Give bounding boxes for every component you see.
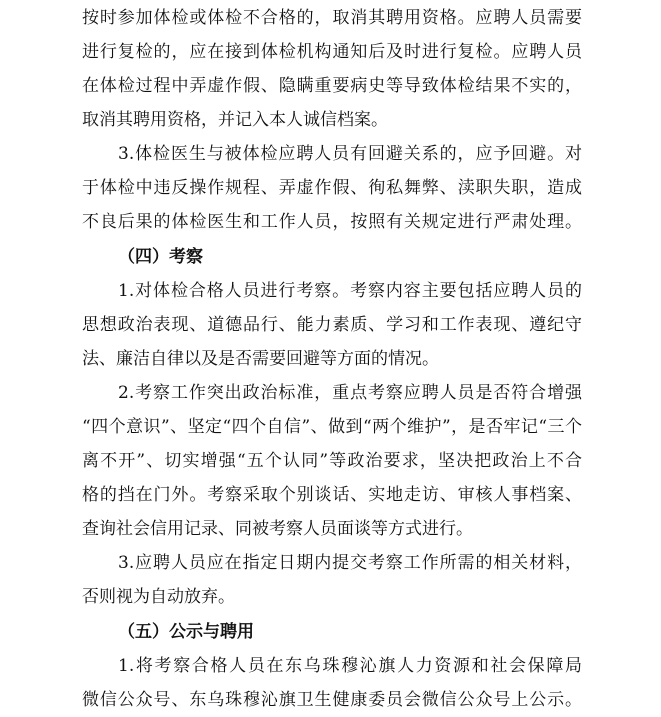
paragraph-line: 离不开”、切实增强“五个认同”等政治要求，坚决把政治上不合 bbox=[82, 451, 582, 471]
paragraph-line: 法、廉洁自律以及是否需要回避等方面的情况。 bbox=[82, 349, 439, 369]
paragraph-line: 1.对体检合格人员进行考察。考察内容主要包括应聘人员的 bbox=[118, 281, 582, 301]
paragraph-line: 在体检过程中弄虚作假、隐瞒重要病史等导致体检结果不实的， bbox=[82, 76, 582, 96]
paragraph-line: 否则视为自动放弃。 bbox=[82, 587, 235, 607]
paragraph-line: 3.应聘人员应在指定日期内提交考察工作所需的相关材料， bbox=[118, 553, 582, 573]
section-heading-publicity: （五）公示与聘用 bbox=[118, 622, 254, 642]
paragraph-line: 微信公众号、东乌珠穆沁旗卫生健康委员会微信公众号上公示。 bbox=[82, 690, 582, 710]
section-heading-inspection: （四）考察 bbox=[118, 247, 203, 267]
paragraph-line: “四个意识”、坚定“四个自信”、做到“两个维护”，是否牢记“三个 bbox=[82, 417, 582, 437]
paragraph-line: 思想政治表现、道德品行、能力素质、学习和工作表现、遵纪守 bbox=[82, 315, 582, 335]
paragraph-line: 2.考察工作突出政治标准，重点考察应聘人员是否符合增强 bbox=[118, 383, 582, 403]
paragraph-line: 1.将考察合格人员在东乌珠穆沁旗人力资源和社会保障局 bbox=[118, 656, 582, 676]
paragraph-line: 查询社会信用记录、同被考察人员面谈等方式进行。 bbox=[82, 519, 473, 539]
paragraph-line: 取消其聘用资格，并记入本人诚信档案。 bbox=[82, 110, 388, 130]
paragraph-line: 格的挡在门外。考察采取个别谈话、实地走访、审核人事档案、 bbox=[82, 485, 582, 505]
paragraph-line: 不良后果的体检医生和工作人员，按照有关规定进行严肃处理。 bbox=[82, 212, 582, 232]
paragraph-line: 进行复检的，应在接到体检机构通知后及时进行复检。应聘人员 bbox=[82, 42, 582, 62]
paragraph-line: 3.体检医生与被体检应聘人员有回避关系的，应予回避。对 bbox=[118, 144, 582, 164]
paragraph-line: 于体检中违反操作规程、弄虚作假、徇私舞弊、渎职失职，造成 bbox=[82, 178, 582, 198]
paragraph-line: 按时参加体检或体检不合格的，取消其聘用资格。应聘人员需要 bbox=[82, 8, 582, 28]
